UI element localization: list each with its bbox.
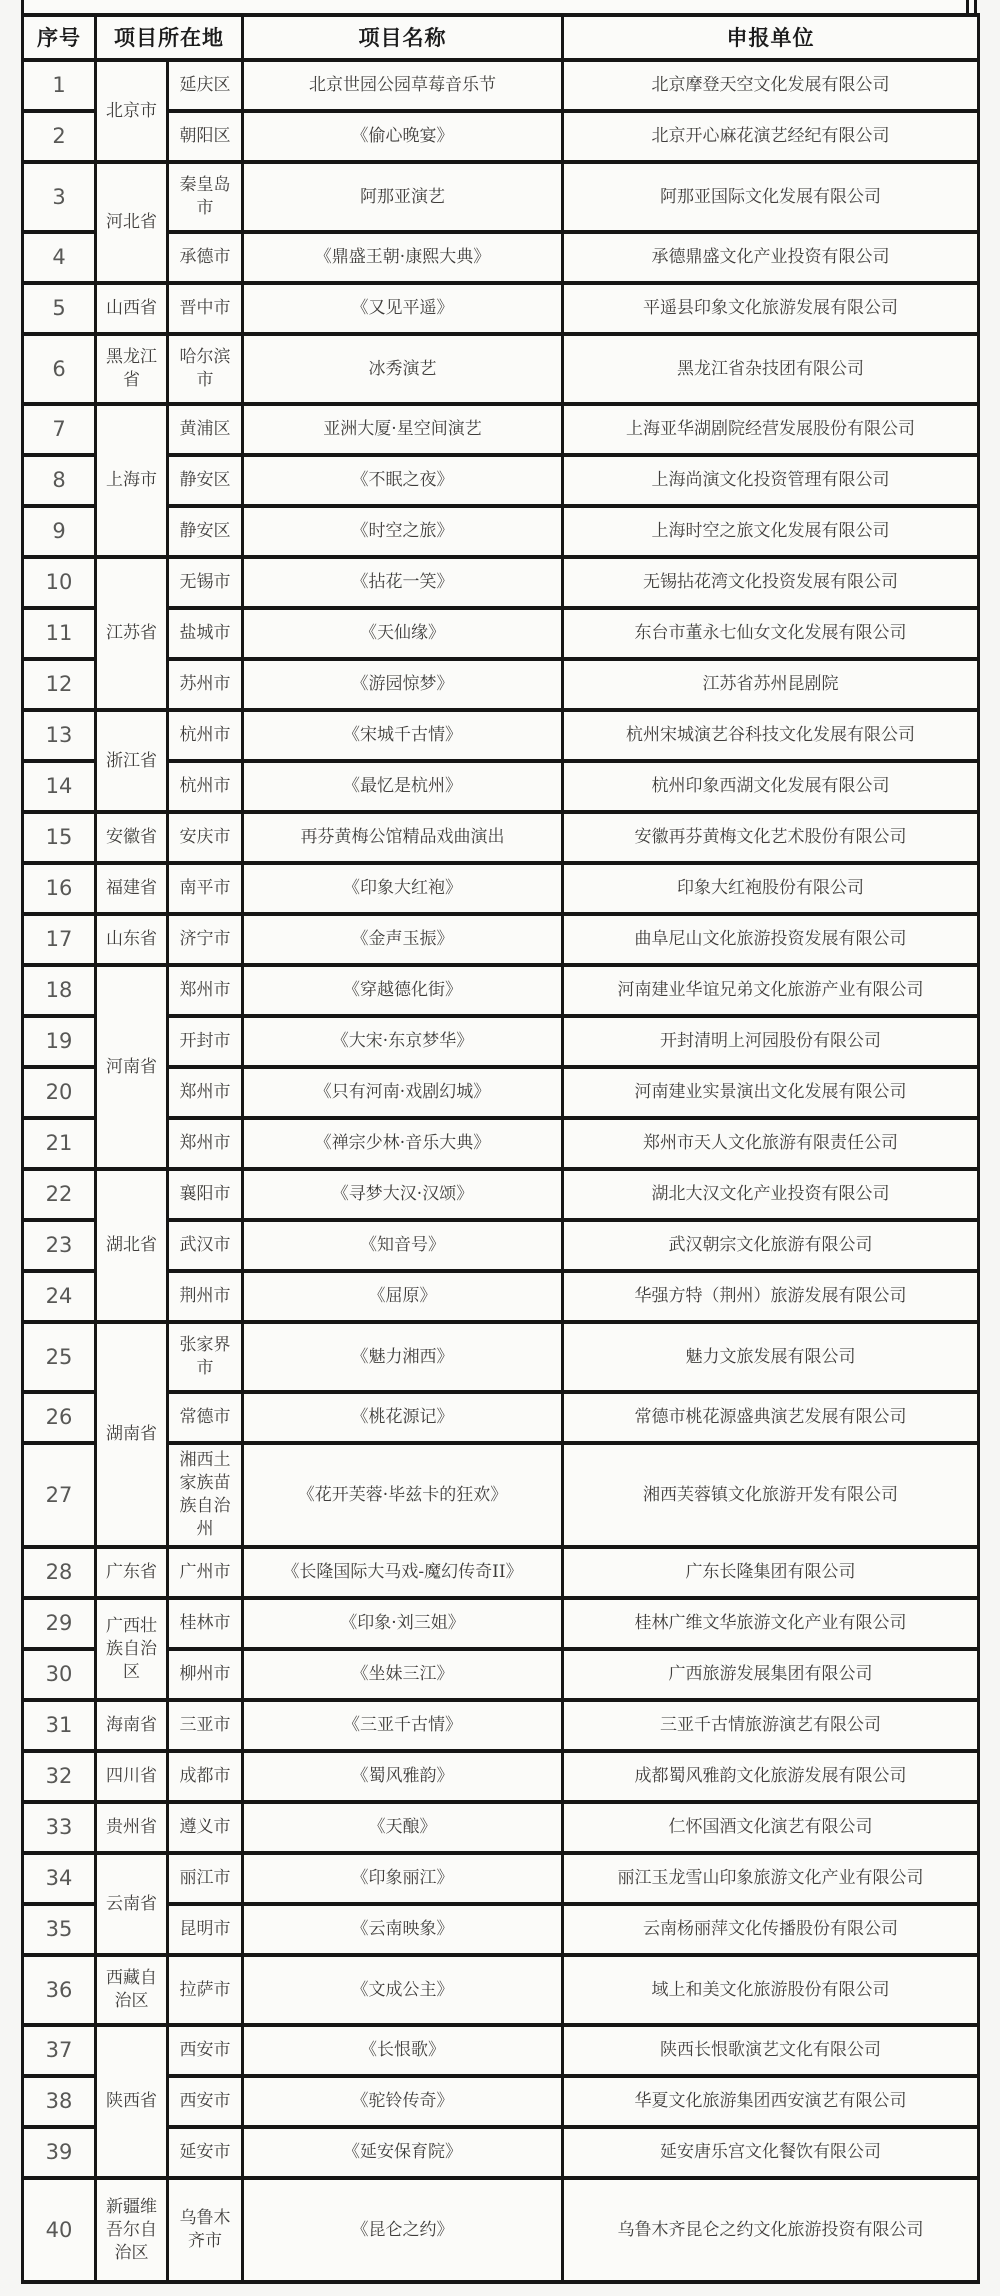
table-row [23,1598,979,1649]
row-number-cell: 8 [23,455,96,506]
province-cell: 安徽省 [96,812,168,863]
province-cell: 河北省 [96,162,168,283]
company-cell: 杭州印象西湖文化发展有限公司 [563,761,979,812]
city-cell: 秦皇岛市 [168,162,243,232]
project-name-cell: 亚洲大厦·星空间演艺 [243,404,563,455]
province-cell: 广西壮族自治区 [96,1598,168,1700]
city-cell: 常德市 [168,1392,243,1443]
company-cell: 平遥县印象文化旅游发展有限公司 [563,283,979,334]
table-row [23,1751,979,1802]
project-name-cell: 《花开芙蓉·毕兹卡的狂欢》 [243,1443,563,1547]
table-row [23,2178,979,2282]
table-row [23,1955,979,2025]
city-cell: 开封市 [168,1016,243,1067]
table-row [23,404,979,455]
project-name-cell: 《不眠之夜》 [243,455,563,506]
table-row [23,812,979,863]
city-cell: 荆州市 [168,1271,243,1322]
company-cell: 安徽再芬黄梅文化艺术股份有限公司 [563,812,979,863]
city-cell: 西安市 [168,2025,243,2076]
project-name-cell: 《云南映象》 [243,1904,563,1955]
row-number-cell: 33 [23,1802,96,1853]
project-name-cell: 《驼铃传奇》 [243,2076,563,2127]
row-number-cell: 29 [23,1598,96,1649]
company-cell: 常德市桃花源盛典演艺发展有限公司 [563,1392,979,1443]
project-name-cell: 冰秀演艺 [243,334,563,404]
row-number-cell: 40 [23,2178,96,2282]
city-cell: 三亚市 [168,1700,243,1751]
city-cell: 乌鲁木齐市 [168,2178,243,2282]
city-cell: 延庆区 [168,60,243,111]
company-cell: 承德鼎盛文化产业投资有限公司 [563,232,979,283]
city-cell: 静安区 [168,506,243,557]
city-cell: 无锡市 [168,557,243,608]
table-body [23,60,979,2282]
company-cell: 仁怀国酒文化演艺有限公司 [563,1802,979,1853]
row-number-cell: 23 [23,1220,96,1271]
table-row [23,965,979,1016]
project-name-cell: 《拈花一笑》 [243,557,563,608]
province-cell: 广东省 [96,1547,168,1598]
table-row [23,1322,979,1392]
project-name-cell: 《文成公主》 [243,1955,563,2025]
company-cell: 武汉朝宗文化旅游有限公司 [563,1220,979,1271]
province-cell: 江苏省 [96,557,168,710]
project-name-cell: 《禅宗少林·音乐大典》 [243,1118,563,1169]
project-name-cell: 《长恨歌》 [243,2025,563,2076]
row-number-cell: 3 [23,162,96,232]
company-cell: 开封清明上河园股份有限公司 [563,1016,979,1067]
row-number-cell: 27 [23,1443,96,1547]
company-cell: 北京开心麻花演艺经纪有限公司 [563,111,979,162]
table-row [23,1700,979,1751]
header-location: 项目所在地 [96,15,243,60]
row-number-cell: 13 [23,710,96,761]
row-number-cell: 32 [23,1751,96,1802]
row-number-cell: 12 [23,659,96,710]
project-name-cell: 《知音号》 [243,1220,563,1271]
city-cell: 拉萨市 [168,1955,243,2025]
project-name-cell: 《寻梦大汉·汉颂》 [243,1169,563,1220]
row-number-cell: 7 [23,404,96,455]
row-number-cell: 4 [23,232,96,283]
row-number-cell: 26 [23,1392,96,1443]
company-cell: 三亚千古情旅游演艺有限公司 [563,1700,979,1751]
table-row [23,557,979,608]
project-name-cell: 《魅力湘西》 [243,1322,563,1392]
company-cell: 丽江玉龙雪山印象旅游文化产业有限公司 [563,1853,979,1904]
province-cell: 北京市 [96,60,168,162]
city-cell: 郑州市 [168,1118,243,1169]
province-cell: 陕西省 [96,2025,168,2178]
project-name-cell: 《宋城千古情》 [243,710,563,761]
row-number-cell: 1 [23,60,96,111]
company-cell: 上海尚演文化投资管理有限公司 [563,455,979,506]
company-cell: 黑龙江省杂技团有限公司 [563,334,979,404]
city-cell: 延安市 [168,2127,243,2178]
table-row [23,914,979,965]
city-cell: 丽江市 [168,1853,243,1904]
province-cell: 福建省 [96,863,168,914]
row-number-cell: 38 [23,2076,96,2127]
project-name-cell: 《金声玉振》 [243,914,563,965]
project-name-cell: 《印象丽江》 [243,1853,563,1904]
city-cell: 承德市 [168,232,243,283]
city-cell: 广州市 [168,1547,243,1598]
table-row [23,283,979,334]
company-cell: 陕西长恨歌演艺文化有限公司 [563,2025,979,2076]
city-cell: 柳州市 [168,1649,243,1700]
company-cell: 阿那亚国际文化发展有限公司 [563,162,979,232]
company-cell: 杭州宋城演艺谷科技文化发展有限公司 [563,710,979,761]
company-cell: 上海亚华湖剧院经营发展股份有限公司 [563,404,979,455]
row-number-cell: 24 [23,1271,96,1322]
row-number-cell: 34 [23,1853,96,1904]
city-cell: 朝阳区 [168,111,243,162]
city-cell: 成都市 [168,1751,243,1802]
project-name-cell: 《大宋·东京梦华》 [243,1016,563,1067]
table-row [23,1802,979,1853]
row-number-cell: 5 [23,283,96,334]
city-cell: 晋中市 [168,283,243,334]
province-cell: 云南省 [96,1853,168,1955]
project-name-cell: 《长隆国际大马戏-魔幻传奇II》 [243,1547,563,1598]
company-cell: 东台市董永七仙女文化发展有限公司 [563,608,979,659]
table-row [23,863,979,914]
company-cell: 延安唐乐宫文化餐饮有限公司 [563,2127,979,2178]
city-cell: 张家界市 [168,1322,243,1392]
project-name-cell: 《穿越德化街》 [243,965,563,1016]
province-cell: 四川省 [96,1751,168,1802]
table-row [23,60,979,111]
province-cell: 西藏自治区 [96,1955,168,2025]
row-number-cell: 37 [23,2025,96,2076]
city-cell: 哈尔滨市 [168,334,243,404]
sliver-divider-line [966,0,969,13]
row-number-cell: 28 [23,1547,96,1598]
table-row [23,2025,979,2076]
company-cell: 上海时空之旅文化发展有限公司 [563,506,979,557]
company-cell: 云南杨丽萍文化传播股份有限公司 [563,1904,979,1955]
city-cell: 苏州市 [168,659,243,710]
project-name-cell: 再芬黄梅公馆精品戏曲演出 [243,812,563,863]
table-row [23,162,979,232]
row-number-cell: 10 [23,557,96,608]
city-cell: 郑州市 [168,965,243,1016]
project-name-cell: 《天酿》 [243,1802,563,1853]
header-company: 申报单位 [563,15,979,60]
table-row [23,1547,979,1598]
project-name-cell: 《坐妹三江》 [243,1649,563,1700]
province-cell: 河南省 [96,965,168,1169]
company-cell: 江苏省苏州昆剧院 [563,659,979,710]
row-number-cell: 19 [23,1016,96,1067]
company-cell: 乌鲁木齐昆仑之约文化旅游投资有限公司 [563,2178,979,2282]
company-cell: 华夏文化旅游集团西安演艺有限公司 [563,2076,979,2127]
row-number-cell: 31 [23,1700,96,1751]
company-cell: 湖北大汉文化产业投资有限公司 [563,1169,979,1220]
project-name-cell: 《延安保育院》 [243,2127,563,2178]
province-cell: 湖南省 [96,1322,168,1547]
project-name-cell: 《印象大红袍》 [243,863,563,914]
city-cell: 济宁市 [168,914,243,965]
city-cell: 静安区 [168,455,243,506]
city-cell: 湘西土家族苗族自治州 [168,1443,243,1547]
row-number-cell: 21 [23,1118,96,1169]
project-name-cell: 《时空之旅》 [243,506,563,557]
company-cell: 华强方特（荆州）旅游发展有限公司 [563,1271,979,1322]
project-name-cell: 《只有河南·戏剧幻城》 [243,1067,563,1118]
city-cell: 安庆市 [168,812,243,863]
row-number-cell: 22 [23,1169,96,1220]
header-project: 项目名称 [243,15,563,60]
province-cell: 浙江省 [96,710,168,812]
province-cell: 海南省 [96,1700,168,1751]
row-number-cell: 17 [23,914,96,965]
city-cell: 郑州市 [168,1067,243,1118]
city-cell: 武汉市 [168,1220,243,1271]
table-row [23,334,979,404]
company-cell: 郑州市天人文化旅游有限责任公司 [563,1118,979,1169]
company-cell: 河南建业实景演出文化发展有限公司 [563,1067,979,1118]
row-number-cell: 35 [23,1904,96,1955]
project-name-cell: 《桃花源记》 [243,1392,563,1443]
project-name-cell: 《最忆是杭州》 [243,761,563,812]
province-cell: 新疆维吾尔自治区 [96,2178,168,2282]
project-name-cell: 北京世园公园草莓音乐节 [243,60,563,111]
project-name-cell: 《三亚千古情》 [243,1700,563,1751]
row-number-cell: 20 [23,1067,96,1118]
row-number-cell: 25 [23,1322,96,1392]
company-cell: 广西旅游发展集团有限公司 [563,1649,979,1700]
project-name-cell: 《游园惊梦》 [243,659,563,710]
row-number-cell: 30 [23,1649,96,1700]
project-name-cell: 《鼎盛王朝·康熙大典》 [243,232,563,283]
province-cell: 贵州省 [96,1802,168,1853]
province-cell: 山东省 [96,914,168,965]
city-cell: 杭州市 [168,710,243,761]
row-number-cell: 14 [23,761,96,812]
province-cell: 湖北省 [96,1169,168,1322]
project-name-cell: 《天仙缘》 [243,608,563,659]
city-cell: 盐城市 [168,608,243,659]
project-name-cell: 《印象·刘三姐》 [243,1598,563,1649]
company-cell: 印象大红袍股份有限公司 [563,863,979,914]
city-cell: 襄阳市 [168,1169,243,1220]
city-cell: 遵义市 [168,1802,243,1853]
company-cell: 桂林广维文华旅游文化产业有限公司 [563,1598,979,1649]
company-cell: 湘西芙蓉镇文化旅游开发有限公司 [563,1443,979,1547]
city-cell: 南平市 [168,863,243,914]
table-row [23,710,979,761]
top-edge-sliver [21,0,977,13]
province-cell: 黑龙江省 [96,334,168,404]
city-cell: 桂林市 [168,1598,243,1649]
table-row [23,1853,979,1904]
city-cell: 杭州市 [168,761,243,812]
company-cell: 北京摩登天空文化发展有限公司 [563,60,979,111]
row-number-cell: 15 [23,812,96,863]
company-cell: 广东长隆集团有限公司 [563,1547,979,1598]
company-cell: 曲阜尼山文化旅游投资发展有限公司 [563,914,979,965]
row-number-cell: 36 [23,1955,96,2025]
row-number-cell: 6 [23,334,96,404]
company-cell: 无锡拈花湾文化投资发展有限公司 [563,557,979,608]
table-row [23,1169,979,1220]
project-name-cell: 《又见平遥》 [243,283,563,334]
province-cell: 山西省 [96,283,168,334]
results-table [21,13,980,2284]
project-name-cell: 《蜀风雅韵》 [243,1751,563,1802]
company-cell: 魅力文旅发展有限公司 [563,1322,979,1392]
project-name-cell: 《偷心晚宴》 [243,111,563,162]
company-cell: 域上和美文化旅游股份有限公司 [563,1955,979,2025]
city-cell: 黄浦区 [168,404,243,455]
row-number-cell: 16 [23,863,96,914]
company-cell: 河南建业华谊兄弟文化旅游产业有限公司 [563,965,979,1016]
project-name-cell: 《昆仑之约》 [243,2178,563,2282]
company-cell: 成都蜀风雅韵文化旅游发展有限公司 [563,1751,979,1802]
city-cell: 昆明市 [168,1904,243,1955]
row-number-cell: 18 [23,965,96,1016]
header-no: 序号 [23,15,96,60]
project-name-cell: 《屈原》 [243,1271,563,1322]
table-header-row [23,15,979,60]
city-cell: 西安市 [168,2076,243,2127]
row-number-cell: 11 [23,608,96,659]
row-number-cell: 2 [23,111,96,162]
row-number-cell: 39 [23,2127,96,2178]
row-number-cell: 9 [23,506,96,557]
project-name-cell: 阿那亚演艺 [243,162,563,232]
province-cell: 上海市 [96,404,168,557]
